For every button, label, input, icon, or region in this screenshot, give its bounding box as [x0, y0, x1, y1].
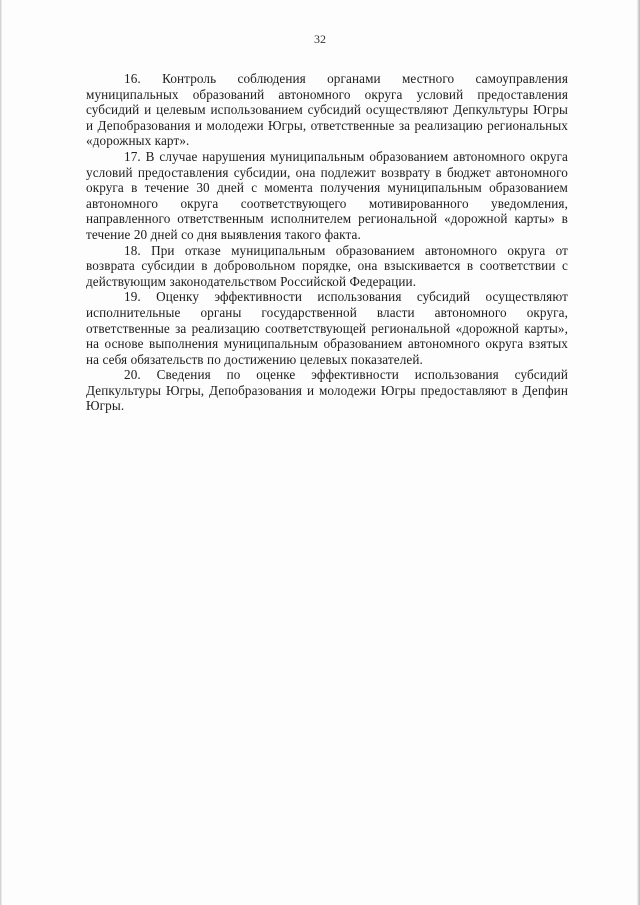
- paragraph-20: 20. Сведения по оценке эффективности использования субсидий Депкультуры Югры, Депобразования и молодежи Югры предоставляют в Депфин Югры.: [86, 367, 568, 414]
- paragraph-18: 18. При отказе муниципальным образованием автономного округа от возврата субсидии в добровольном порядке, она взыскивается в соответствии с действующим законодательством Российской Федерации.: [86, 242, 568, 289]
- paragraph-17: 17. В случае нарушения муниципальным образованием автономного округа условий предоставления субсидии, она подлежит возврату в бюджет автономного округа в течение 30 дней с момента получения муниципальным образованием автономного округа соответствующего мотивированного уведомления, направленного ответственным исполнителем региональной «дорожной карты» в течение 20 дней со дня выявления такого факта.: [86, 148, 568, 242]
- document-body: [86, 71, 568, 414]
- page-number: 32: [314, 32, 326, 46]
- paragraph-16: 16. Контроль соблюдения органами местного самоуправления муниципальных образований автономного округа условий предоставления субсидий и целевым использованием субсидий осуществляют Депкультуры Югры и Депобразования и молодежи Югры, ответственные за реализацию региональных «дорожных карт».: [86, 71, 568, 149]
- scan-edge-left: [0, 0, 2, 905]
- paragraph-19: 19. Оценку эффективности использования субсидий осуществляют исполнительные органы государственной власти автономного округа, ответственные за реализацию соответствующей региональной «дорожной карты», на основе выполнения муниципальным образованием автономного округа взятых на себя обязательств по достижению целевых показателей.: [86, 289, 568, 367]
